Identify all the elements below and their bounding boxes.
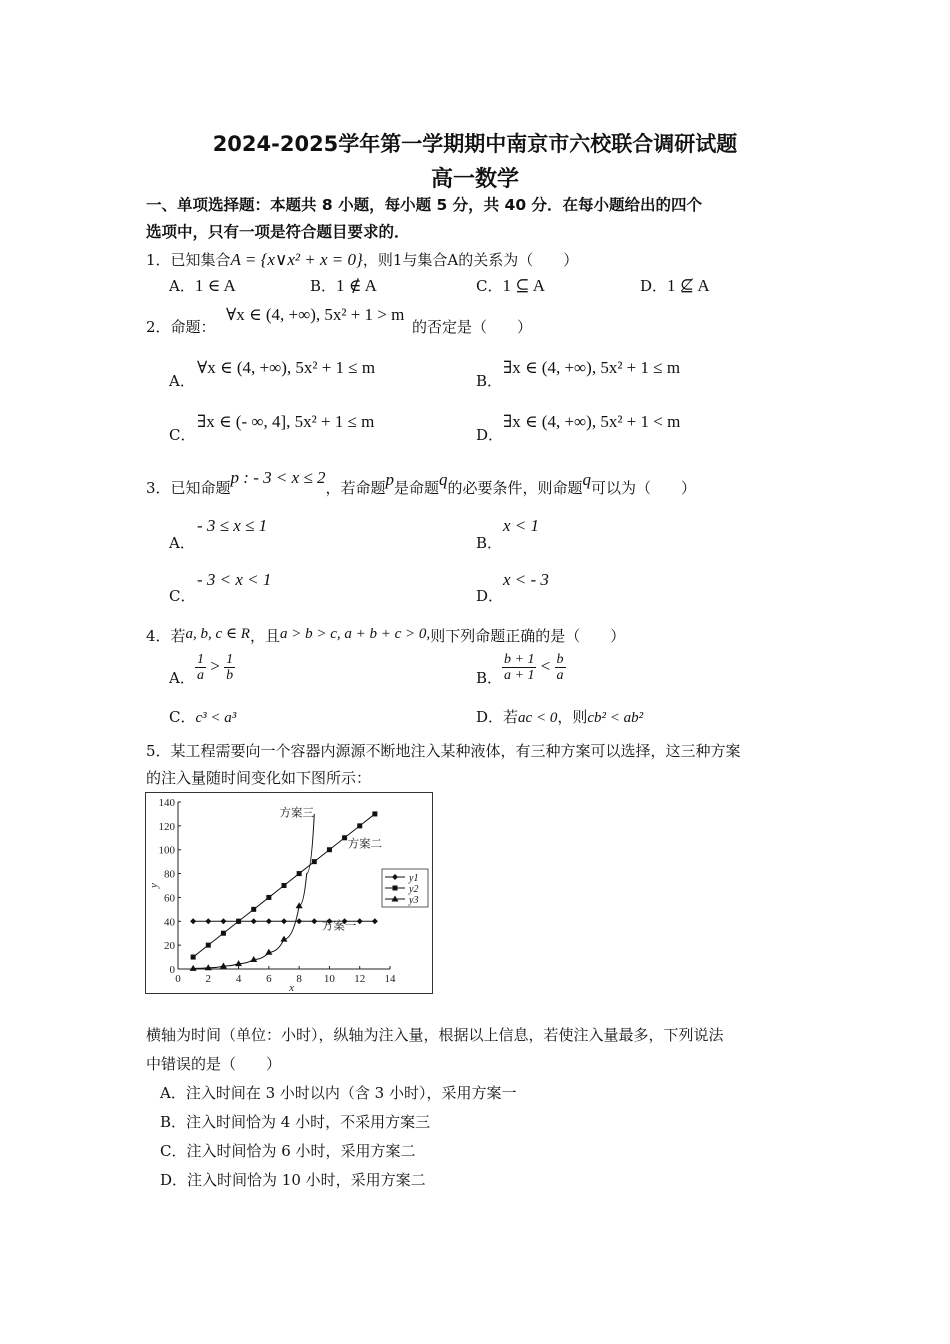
data-point-y2 xyxy=(372,811,377,816)
q5-option-a: A．注入时间在 3 小时以内（含 3 小时），采用方案一 xyxy=(160,1084,517,1102)
q4-option-b-label: B． xyxy=(476,669,503,687)
q2-option-d: ∃x ∈ (4, +∞), 5x² + 1 < m xyxy=(503,412,681,431)
x-tick-label: 2 xyxy=(205,973,212,985)
legend-label-y1: y1 xyxy=(409,873,419,884)
q1-set: A = {x∨x² + x = 0} xyxy=(230,250,363,269)
q4-option-a-label: A． xyxy=(169,669,195,687)
x-tick-label: 10 xyxy=(323,973,335,985)
data-point-y2 xyxy=(236,919,241,924)
q3-proposition: p : - 3 < x ≤ 2 xyxy=(230,468,326,487)
q3-option-a-label: A． xyxy=(169,534,195,552)
data-point-y2 xyxy=(251,907,256,912)
data-point-y2 xyxy=(342,835,347,840)
q1-option-a: A．1 ∈ A xyxy=(169,276,236,295)
y-tick-label: 80 xyxy=(164,868,175,881)
x-tick-label: 6 xyxy=(266,973,272,985)
y-tick-label: 60 xyxy=(164,892,175,905)
data-point-y2 xyxy=(312,859,317,864)
q2-option-a: ∀x ∈ (4, +∞), 5x² + 1 ≤ m xyxy=(197,358,376,377)
data-point-y2 xyxy=(282,883,287,888)
legend-marker-y2 xyxy=(393,886,398,891)
question-5-line1: 5．某工程需要向一个容器内源源不断地注入某种液体，有三种方案可以选择，这三种方案 xyxy=(146,742,741,760)
q1-option-c: C．1 ⊆ A xyxy=(476,276,546,295)
q3-option-d: x < - 3 xyxy=(503,570,549,589)
q1-option-b: B．1 ∉ A xyxy=(310,276,377,295)
q4-condition-2: a > b > c, a + b + c > 0, xyxy=(280,626,431,642)
q3-option-b: x < 1 xyxy=(503,516,540,535)
question-2-prefix: 2．命题： xyxy=(146,318,216,336)
question-3: 3．已知命题p : - 3 < x ≤ 2，若命题p是命题q的必要条件，则命题q可以为（ ） xyxy=(146,468,697,497)
q2-option-b: ∃x ∈ (4, +∞), 5x² + 1 ≤ m xyxy=(503,358,681,377)
exam-title: 2024-2025学年第一学期期中南京市六校联合调研试题 xyxy=(212,132,738,156)
q5-description-line1: 横轴为时间（单位：小时），纵轴为注入量，根据以上信息，若使注入量最多，下列说法 xyxy=(146,1026,724,1044)
q5-description-line2: 中错误的是（ ） xyxy=(146,1055,282,1073)
y-axis-label: y xyxy=(148,883,160,888)
x-tick-label: 4 xyxy=(235,973,242,985)
legend-label-y3: y3 xyxy=(409,895,419,906)
q2-option-c: ∃x ∈ (- ∞, 4], 5x² + 1 ≤ m xyxy=(197,412,375,431)
q5-option-b: B．注入时间恰为 4 小时，不采用方案三 xyxy=(160,1113,431,1131)
y-tick-label: 20 xyxy=(164,940,175,953)
question-4: 4．若a, b, c ∈ R，且a > b > c, a + b + c > 0,则下列命题正确的是（ ） xyxy=(146,626,626,645)
y-tick-label: 0 xyxy=(169,964,175,976)
data-point-y2 xyxy=(327,847,332,852)
q2-option-a-label: A． xyxy=(169,372,195,390)
section-heading-line1: 一、单项选择题：本题共 8 小题，每小题 5 分，共 40 分．在每小题给出的四个 xyxy=(146,196,703,214)
q3-option-b-label: B． xyxy=(476,534,503,552)
q4-option-b: $\frac{b + 1}{a + 1}$ < $\frac{b}{a}$ xyxy=(504,652,564,683)
q3-option-a: - 3 ≤ x ≤ 1 xyxy=(197,516,268,535)
data-point-y2 xyxy=(191,955,196,960)
y-tick-label: 40 xyxy=(164,916,175,929)
data-point-y2 xyxy=(297,871,302,876)
x-tick-label: 0 xyxy=(175,973,181,985)
section-heading-line2: 选项中，只有一项是符合题目要求的． xyxy=(146,223,410,241)
x-tick-label: 12 xyxy=(354,973,366,985)
q5-option-d: D．注入时间恰为 10 小时，采用方案二 xyxy=(160,1171,426,1189)
q1-option-d: D．1 ⊈ A xyxy=(640,276,710,295)
q2-option-c-label: C． xyxy=(169,426,196,444)
injection-volume-chart xyxy=(145,792,433,994)
q3-option-c: - 3 < x < 1 xyxy=(197,570,272,589)
question-5-line2: 的注入量随时间变化如下图所示： xyxy=(146,769,372,787)
q2-option-d-label: D． xyxy=(476,426,504,444)
curve-label-y1: 方案一 xyxy=(321,918,357,933)
x-tick-label: 8 xyxy=(296,973,302,985)
curve-label-y3: 方案三 xyxy=(279,805,314,820)
data-point-y2 xyxy=(357,823,362,828)
q4-option-c: C．c³ < a³ xyxy=(169,708,237,726)
q2-proposition: ∀x ∈ (4, +∞), 5x² + 1 > m xyxy=(226,305,405,324)
x-axis-label: x xyxy=(289,982,295,994)
question-1: 1．已知集合A = {x∨x² + x = 0}，则1与集合A的关系为（ ） xyxy=(146,250,579,269)
exam-subject: 高一数学 xyxy=(430,167,519,192)
legend-label-y2: y2 xyxy=(409,884,419,895)
data-point-y2 xyxy=(206,943,211,948)
q4-condition-1: a, b, c ∈ R xyxy=(185,626,250,642)
y-tick-label: 100 xyxy=(158,844,175,857)
x-tick-label: 14 xyxy=(384,973,396,985)
q4-option-d: D．若ac < 0，则cb² < ab² xyxy=(476,708,644,726)
q5-option-c: C．注入时间恰为 6 小时，采用方案二 xyxy=(160,1142,416,1160)
y-tick-label: 140 xyxy=(158,797,175,809)
q3-option-d-label: D． xyxy=(476,587,504,605)
data-point-y2 xyxy=(221,931,226,936)
question-2-suffix: 的否定是（ ） xyxy=(412,318,533,336)
curve-label-y2: 方案二 xyxy=(347,836,383,851)
q3-option-c-label: C． xyxy=(169,587,196,605)
q2-option-b-label: B． xyxy=(476,372,503,390)
q4-option-a: $\frac{1}{a}$ > $\frac{1}{b}$ xyxy=(197,652,234,683)
y-tick-label: 120 xyxy=(158,820,175,833)
data-point-y2 xyxy=(266,895,271,900)
